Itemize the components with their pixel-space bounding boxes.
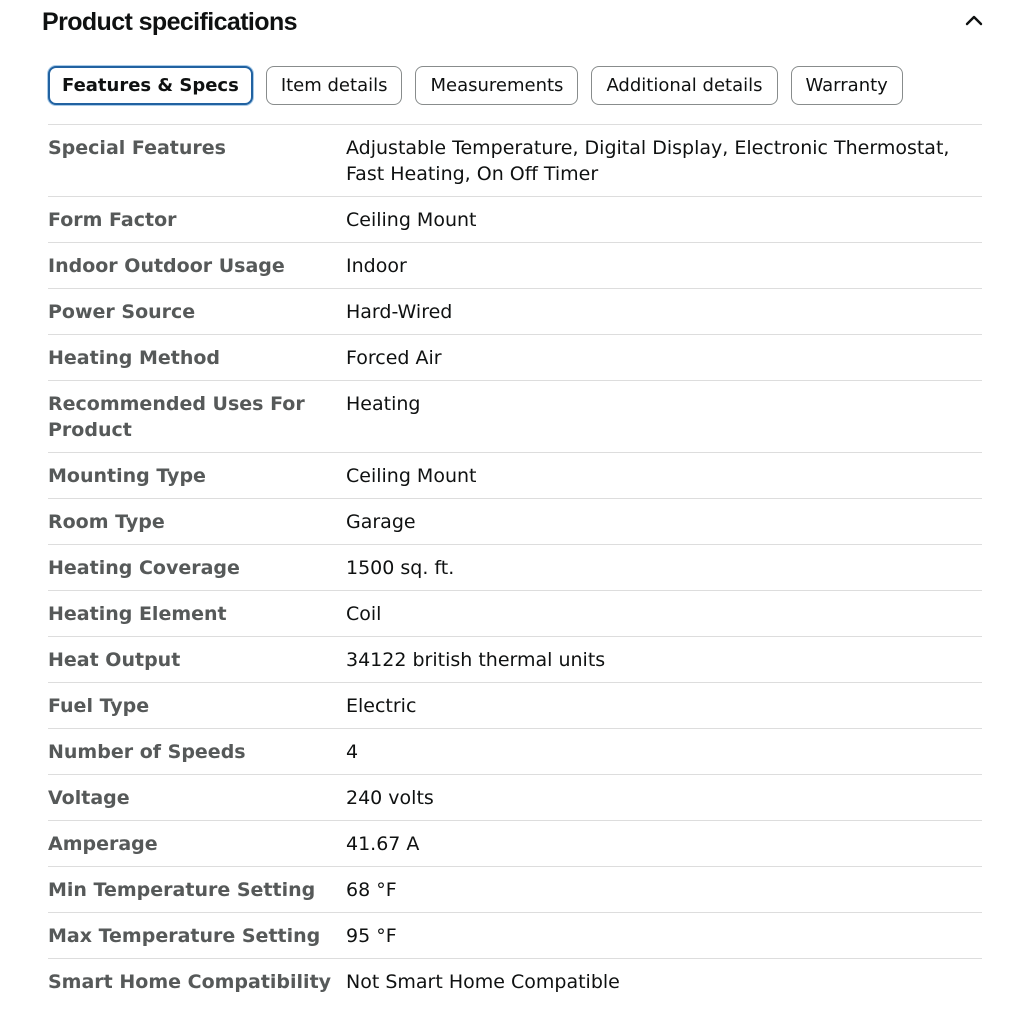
spec-label: Mounting Type: [48, 465, 206, 487]
spec-value: Indoor: [346, 255, 407, 277]
tab-item-details[interactable]: Item details: [266, 66, 403, 105]
spec-row-heating-method: [48, 335, 982, 381]
spec-row-amperage: [48, 821, 982, 867]
spec-value: Ceiling Mount: [346, 209, 477, 231]
spec-label: Special Features: [48, 137, 226, 159]
tab-features-specs[interactable]: Features & Specs: [48, 66, 253, 105]
spec-label: Min Temperature Setting: [48, 879, 316, 901]
spec-row-min-temperature: [48, 867, 982, 913]
spec-label: Power Source: [48, 301, 196, 323]
tab-measurements[interactable]: Measurements: [415, 66, 578, 105]
specs-table: [48, 124, 982, 1005]
spec-row-heating-element: [48, 591, 982, 637]
spec-value: Forced Air: [346, 347, 442, 369]
spec-value: Electric: [346, 695, 417, 717]
spec-row-voltage: [48, 775, 982, 821]
spec-label: Room Type: [48, 511, 165, 533]
spec-tabs: [48, 66, 903, 105]
spec-value: 240 volts: [346, 787, 434, 809]
spec-row-room-type: [48, 499, 982, 545]
spec-label: Form Factor: [48, 209, 177, 231]
spec-row-heat-output: [48, 637, 982, 683]
spec-value: Coil: [346, 603, 382, 625]
spec-label: Smart Home Compatibility: [48, 971, 332, 993]
spec-row-mounting-type: [48, 453, 982, 499]
chevron-up-icon: [964, 13, 984, 27]
spec-label: Fuel Type: [48, 695, 150, 717]
spec-row-number-of-speeds: [48, 729, 982, 775]
spec-label: Indoor Outdoor Usage: [48, 255, 285, 277]
spec-value: Hard-Wired: [346, 301, 453, 323]
spec-label: Heating Coverage: [48, 557, 240, 579]
spec-label: Max Temperature Setting: [48, 925, 321, 947]
spec-value: 4: [346, 741, 359, 763]
spec-row-recommended-uses: [48, 381, 982, 453]
spec-label: Voltage: [48, 787, 130, 809]
spec-label: Number of Speeds: [48, 741, 246, 763]
spec-row-fuel-type: [48, 683, 982, 729]
spec-value: 1500 sq. ft.: [346, 557, 455, 579]
spec-label: Recommended Uses For Product: [48, 393, 305, 441]
spec-label: Amperage: [48, 833, 158, 855]
spec-value: Heating: [346, 393, 421, 415]
spec-value: Adjustable Temperature, Digital Display, Electronic Thermostat, Fast Heating, On Off Timer: [346, 137, 950, 185]
spec-row-indoor-outdoor-usage: [48, 243, 982, 289]
spec-value: 41.67 A: [346, 833, 420, 855]
spec-label: Heating Element: [48, 603, 227, 625]
page-title: Product specifications: [42, 8, 297, 36]
spec-value: Ceiling Mount: [346, 465, 477, 487]
spec-value: 68 °F: [346, 879, 397, 901]
spec-row-heating-coverage: [48, 545, 982, 591]
spec-value: Not Smart Home Compatible: [346, 971, 620, 993]
spec-label: Heat Output: [48, 649, 181, 671]
spec-row-special-features: [48, 125, 982, 197]
spec-row-max-temperature: [48, 913, 982, 959]
tab-additional-details[interactable]: Additional details: [591, 66, 777, 105]
spec-value: 34122 british thermal units: [346, 649, 606, 671]
spec-row-smart-home-compatibility: [48, 959, 982, 1005]
spec-value: Garage: [346, 511, 416, 533]
spec-value: 95 °F: [346, 925, 397, 947]
tab-warranty[interactable]: Warranty: [791, 66, 903, 105]
spec-label: Heating Method: [48, 347, 221, 369]
specifications-header: [42, 0, 992, 48]
collapse-button[interactable]: [960, 6, 988, 34]
spec-row-form-factor: [48, 197, 982, 243]
spec-row-power-source: [48, 289, 982, 335]
